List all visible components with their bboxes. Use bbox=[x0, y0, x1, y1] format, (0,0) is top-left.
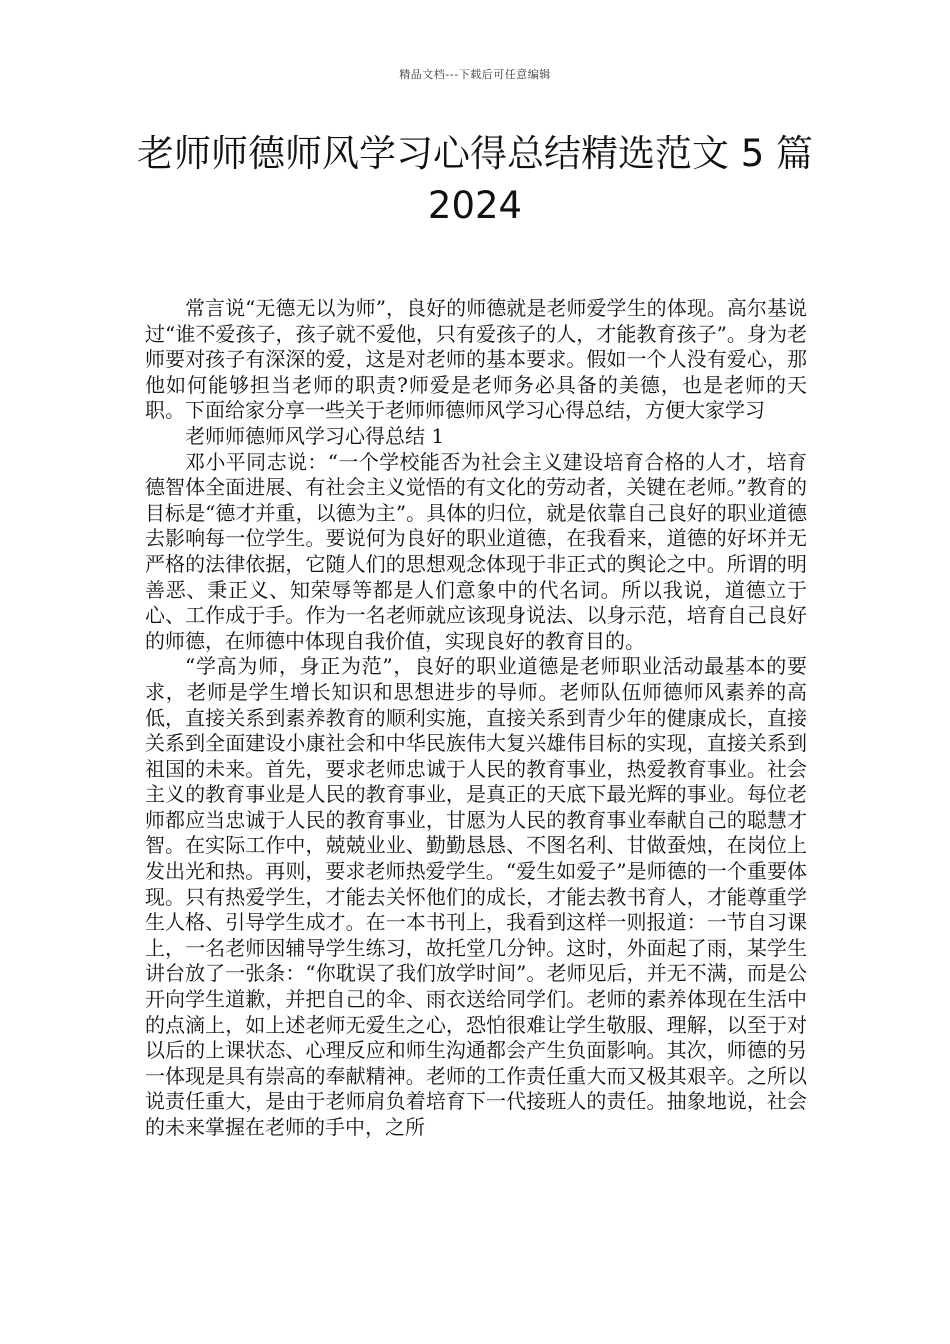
body-paragraph: “学高为师，身正为范”，良好的职业道德是老师职业活动最基本的要求，老师是学生增长知识和思想进步的导师。老师队伍师德师风素养的高低，直接关系到素养教育的顺利实施，直接关系到青少年的健康成长，直接关系到全面建设小康社会和中华民族伟大复兴雄伟目标的实现，直接关系到祖国的未来。首先，要求老师忠诚于人民的教育事业，热爱教育事业。社会主义的教育事业是人民的教育事业，是真正的天底下最光辉的事业。每位老师都应当忠诚于人民的教育事业，甘愿为人民的教育事业奉献自己的聪慧才智。在实际工作中，兢兢业业、勤勤恳恳、不图名利、甘做蚕烛，在岗位上发出光和热。再则，要求老师热爱学生。“爱生如爱子”是师德的一个重要体现。只有热爱学生，才能去关怀他们的成长，才能去教书育人，才能尊重学生人格、引导学生成才。在一本书刊上，我看到这样一则报道：一节自习课上，一名老师因辅导学生练习，故托堂几分钟。这时，外面起了雨，某学生讲台放了一张条：“你耽误了我们放学时间”。老师见后，并无不满，而是公开向学生道歉，并把自己的伞、雨衣送给同学们。老师的素养体现在生活中的点滴上，如上述老师无爱生之心，恐怕很难让学生敬服、理解，以至于对以后的上课状态、心理反应和师生沟通都会产生负面影响。其次，师德的另一体现是具有崇高的奉献精神。老师的工作责任重大而又极其艰辛。之所以说责任重大，是由于老师肩负着培育下一代接班人的责任。抽象地说，社会的未来掌握在老师的手中，之所 bbox=[145, 654, 807, 1139]
section-heading: 老师师德师风学习心得总结 1 bbox=[185, 423, 445, 448]
intro-paragraph: 常言说“无德无以为师”，良好的师德就是老师爱学生的体现。高尔基说过“谁不爱孩子，孩子就不爱他，只有爱孩子的人，才能教育孩子”。身为老师要对孩子有深深的爱，这是对老师的基本要求。假如一个人没有爱心，那他如何能够担当老师的职责?师爱是老师务必具备的美德，也是老师的天职。下面给家分享一些关于老师师德师风学习心得总结，方便大家学习 bbox=[145, 296, 807, 423]
document-body bbox=[145, 296, 807, 1141]
header-note: 精品文档---下载后可任意编辑 bbox=[399, 68, 551, 81]
body-paragraph: 邓小平同志说：“一个学校能否为社会主义建设培育合格的人才，培育德智体全面进展、有社会主义觉悟的有文化的劳动者，关键在老师。”教育的目标是“德才并重，以德为主”。具体的归位，就是依靠自己良好的职业道德去影响每一位学生。要说何为良好的职业道德，在我看来，道德的好坏并无严格的法律依据，它随人们的思想观念体现于非正式的舆论之中。所谓的明善恶、秉正义、知荣辱等都是人们意象中的代名词。所以我说，道德立于心、工作成于手。作为一名老师就应该现身说法、以身示范，培育自己良好的师德，在师德中体现自我价值，实现良好的教育目的。 bbox=[145, 449, 807, 653]
document-title: 老师师德师风学习心得总结精选范文 5 篇 2024 bbox=[136, 132, 814, 227]
